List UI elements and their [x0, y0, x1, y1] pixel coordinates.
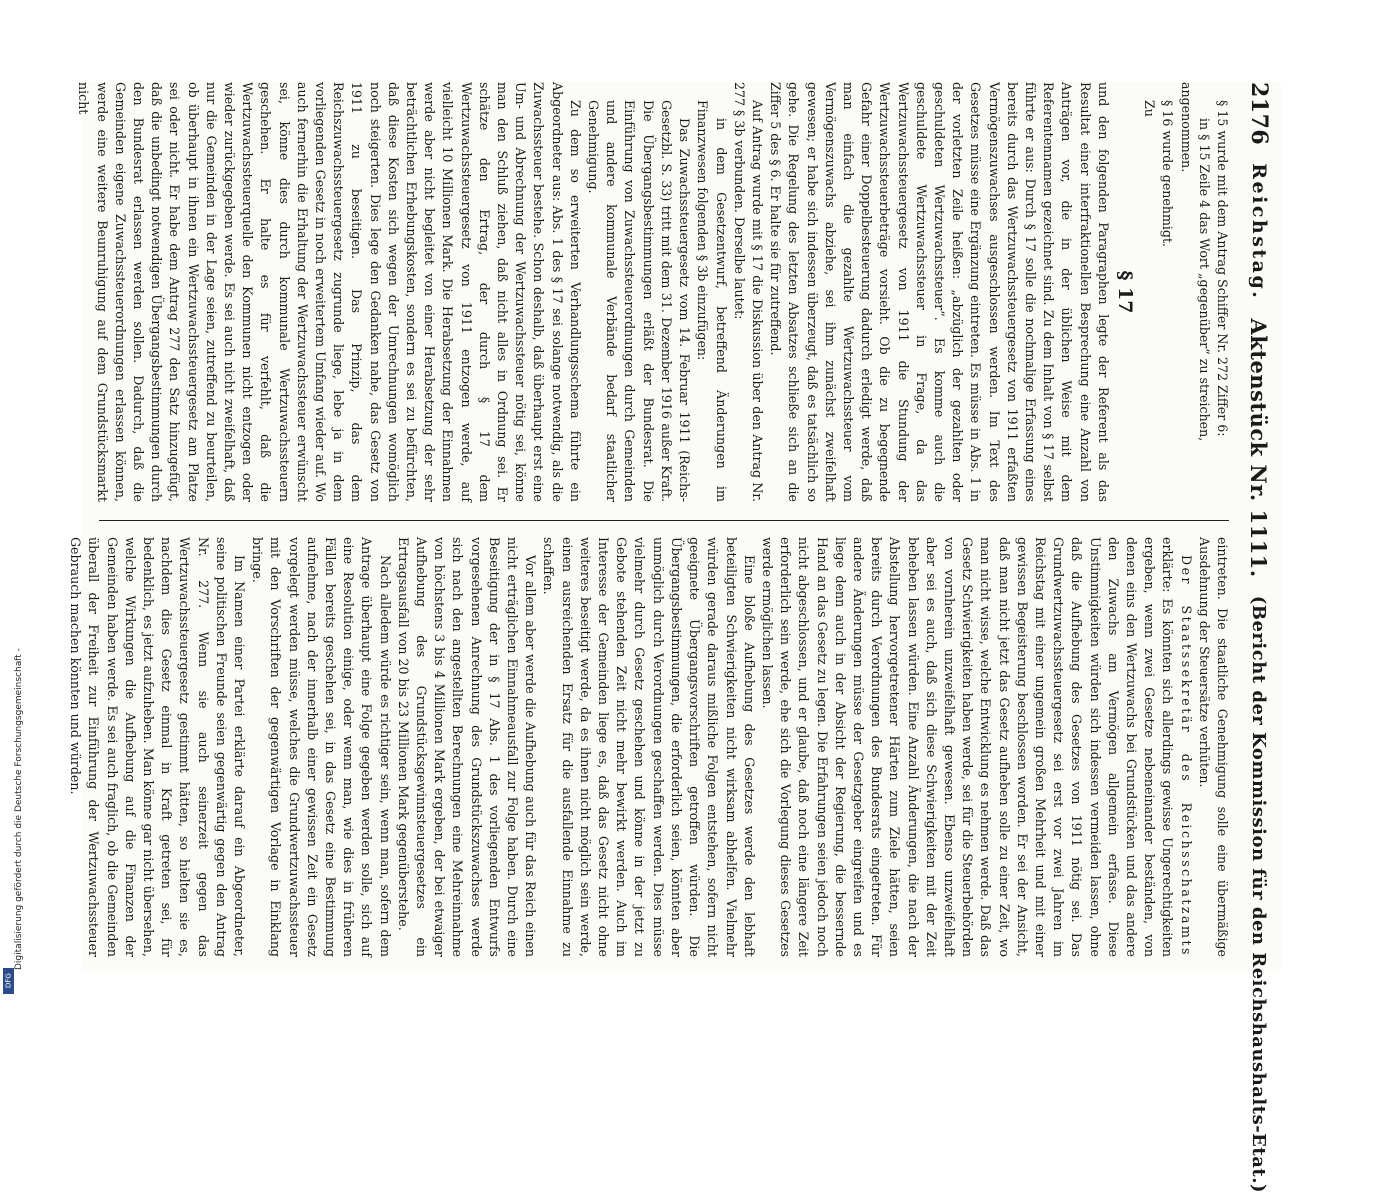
paragraph: angenommen. [1178, 82, 1194, 173]
paragraph: und den folgenden Paragraphen legte der Referent als das Resultat einer interfraktionellen Besprechung eine Anzahl von Anträgen vor, die in der üblichen Weise mit dem Referentennamen gezeichnet sind. Zu dem Inhalt von § 17 selbst führte er aus: Durch § 17 solle die nochmalige Erfassung eines bereits durch das Wertzuwachssteuergesetz von 1911 erfaßten Vermögenszuwachses ausgeschlossen werden. Im Text des Gesetzes müsse eine Ergänzung eintreten. Es müsse in Abs. 1 in der vorletzten Zeile heißen: „abzüglich der gezahlten oder geschuldeten Wertzuwachssteuer“. Es komme auch die geschuldete Wertzuwachssteuer in Frage, da das Wertzuwachssteuergesetz von 1911 die Stundung der Wertzuwachssteuerbeträge vorsieht. Ob die zu begegnende Gefahr einer Doppelbesteuerung dadurch erledigt werde, daß man einfach die gezahlte Wertzuwachssteuer vom Vermögenszuwachs abziehe, sei ihm zunächst zweifelhaft gewesen; er habe sich indessen überzeugt, daß es tatsächlich so gehe. Die Regelung des letzten Absatzes schließe sich an die Ziffer 5 des § 6. Er halte sie für zutreffend. [768, 82, 1111, 502]
section-heading: § 17 [1113, 270, 1136, 314]
header-reichstag: Reichstag. [1248, 163, 1270, 301]
paragraph: § 15 wurde mit dem Antrag Schiffer Nr. 272 Ziffer 6: [1215, 100, 1230, 437]
paragraph: Eine bloße Aufhebung des Gesetzes werde den lebhaft beteiligten Schwierigkeiten nicht wirksam abhelfen. Vielmehr würden gerade daraus mißliche Folgen entstehen, sofern nicht geeignete Übergangsvorschriften getroffen würden. Die Übergangsbestimmungen, die erforderlich seien, könnten aber unmöglich durch Verordnungen geschaffen werden. Dies müsse vielmehr durch Gesetz geschehen und könne in der jetzt zu Gebote stehenden Zeit nicht mehr bewirkt werden. Auch im Interesse der Gemeinden liege es, daß das Gesetz nicht ohne weiteres beseitigt werde, da es ihnen nicht möglich sein werde, einen ausreichenden Ersatz für die ausfallende Einnahme zu schaffen. [541, 537, 757, 957]
paragraph: in § 15 Zeile 4 das Wort „gegenüber“ zu streichen, [1196, 118, 1212, 442]
rotated-page [68, 82, 1281, 1193]
paragraph: in dem Gesetzentwurf, betreffend Änderungen im Finanzwesen folgenden § 3b einzufügen: [695, 100, 729, 502]
paragraph: Nach alledem würde es richtiger sein, wenn man, sofern dem Antrage überhaupt eine Folge gegeben werden solle, sich auf eine Resolution einige, oder wenn man, wie dies in früheren Fällen bereits geschehen sei, in das Gesetz eine Bestimmung aufnehme, nach der innerhalb einer gewissen Zeit ein Gesetz vorgelegt werden müsse, welches die Grundwertzuwachssteuer mit den Vorschriften der gegenwärtigen Vorlage in Einklang bringe. [250, 537, 393, 957]
paragraph-text: erklärte: Es könnten sich allerdings gewisse Ungerechtigkeiten ergeben, wenn zwei Gesetze nebeneinander beständen, von denen eins den Wertzuwachs bei Grundstücken und das andere den Zuwachs am Vermögen allgemein erfasse. Diese Unstimmigkeiten würden sich indessen vermeiden lassen, ohne daß die Aufhebung des Gesetzes von 1911 nötig sei. Das Grundwertzuwachssteuergesetz sei erst vor zwei Jahren im Reichstag mit einer ungemein großen Mehrheit und mit einer gewissen Begeisterung beschlossen worden. Er sei der Ansicht, daß man nicht jetzt das Gesetz aufheben solle zu einer Zeit, wo man nicht wisse, welche Entwicklung es nehmen werde. Daß das Gesetz Schwierigkeiten haben werde, sei für die Steuerbehörden von vornherein unzweifelhaft gewesen. Ebenso unzweifelhaft aber sei es auch, daß sich diese Schwierigkeiten mit der Zeit beheben lassen würden. Eine Anzahl Änderungen, die nach der Abstellung hervorgetretener Härten zum Ziele hätten, seien bereits durch Verordnungen des Bundesrats eingetreten. Für andere Änderungen müsse der Gesetzgeber eingreifen und es liege denn auch in der Absicht der Regierung, die bessernde Hand an das Gesetz zu legen. Die Erfahrungen seien jedoch noch nicht abgeschlossen, und er glaube, daß noch eine längere Zeit erforderlich sein werde, ehe sich die Vorlegung dieses Gesetzes werde ermöglichen lassen. [759, 537, 1176, 957]
digitization-credit: Digitalisierung gefördert durch die Deutsche Forschungsgemeinschaft - [14, 648, 24, 970]
paragraph [758, 537, 1195, 957]
dfg-logo: DFG [3, 968, 14, 994]
paragraph: Vor allem aber werde die Aufhebung auch für das Reich einen nicht erträglichen Einnahmeausfall zur Folge haben. Durch eine Beseitigung der in § 17 Abs. 1 des vorliegenden Entwurfs vorgesehenen Anrechnung des Grundstückszuwachses werde sich nach den angestellten Berechnungen eine Mehreinnahme von höchstens 3 bis 4 Millionen Mark ergeben, der bei etwaiger Aufhebung des Grundstücksgewinnsteuergesetzes ein Ertragsausfall von 20 bis 23 Millionen Mark gegenüberstehe. [395, 537, 539, 957]
left-column [76, 82, 1231, 502]
paragraph: § 16 wurde genehmigt. [1160, 100, 1176, 248]
paragraph: Das Zuwachssteuergesetz vom 14. Februar 1911 (Reichs-Gesetzbl. S. 33) tritt mit dem 31. Dezember 1916 außer Kraft. Die Übergangsbestimmungen erläßt der Bundesrat. Die Einführung von Zuwachssteuerordnungen durch Gemeinden und andere kommunale Verbände bedarf staatlicher Genehmigung. [586, 100, 693, 502]
header-aktenstueck: Aktenstück Nr. 1111. [1246, 318, 1272, 578]
column-divider [99, 520, 1229, 521]
paragraph: eintreten. Die staatliche Genehmigung solle eine übermäßige Ausdehnung der Steuersätze verhüten. [1196, 537, 1230, 957]
speaker-name: Der Staatssekretär des Reichsschatzamts [1178, 555, 1194, 957]
page-number: 2176 [1246, 82, 1272, 146]
page-header [1237, 82, 1281, 1193]
header-bericht: (Bericht der Kommission für den Reichshaushalts-Etat.) [1248, 595, 1270, 1193]
right-column [68, 537, 1231, 957]
paragraph: Zu [1142, 100, 1158, 117]
paragraph: Auf Antrag wurde mit § 17 die Diskussion über den Antrag Nr. 277 § 3b verbunden. Derselbe lautet: [731, 82, 765, 502]
paragraph: Zu dem so erweiterten Verhandlungsschema führte ein Abgeordneter aus: Abs. 1 des § 17 sei solange notwendig, als die Zuwachssteuer bestehe. Schon deshalb, daß überhaupt erst eine Um- und Abrechnung der Wertzuwachssteuer nötig sei, könne man den Schluß ziehen, daß nicht alles in Ordnung sei. Er schätze den Ertrag, der durch § 17 dem Wertzuwachssteuergesetz von 1911 entzogen werde, auf vielleicht 10 Millionen Mark. Die Herabsetzung der Einnahmen werde aber nicht begleitet von einer Herabsetzung der sehr beträchtlichen Erhebungskosten, sondern es sei zu befürchten, daß diese Kosten sich wegen der Umrechnungen womöglich noch steigerten. Dies lege den Gedanken nahe, das Gesetz von 1911 zu beseitigen. Das Prinzip, das dem Reichszuwachssteuergesetz zugrunde liege, lebe ja in dem vorliegenden Gesetz in noch erweitertem Umfang wieder auf. Wo auch fernerhin die Erhaltung der Wertzuwachssteuer erwünscht sei, könne dies durch kommunale Wertzuwachssteuern geschehen. Er halte es für verfehlt, daß die Wertzuwachssteuerquelle den Kommunen nicht entzogen oder wieder zurückgegeben werde. Es sei auch nicht zweifelhaft, daß nur die Gemeinden in der Lage seien, zutreffend zu beurteilen, ob überhaupt in ihnen ein Wertzuwachssteuergesetz am Platze sei oder nicht. Er habe dem Antrag 277 den Satz hinzugefügt, daß die unbedingt notwendigen Übergangsbestimmungen durch den Bundesrat erlassen werden sollen. Dadurch, daß die Gemeinden eigene Zuwachssteuerordnungen erlassen können, werde eine weitere Beunruhigung auf dem Grundstücksmarkt nicht [76, 82, 583, 502]
paragraph: Im Namen einer Partei erklärte darauf ein Abgeordneter, seine politischen Freunde seien gegenwärtig gegen den Antrag Nr. 277. Wenn sie auch seinerzeit gegen das Wertzuwachssteuergesetz gestimmt hätten, so hielten sie es, nachdem dies Gesetz einmal in Kraft getreten sei, für bedenklich, es jetzt aufzuheben. Man könne gar nicht übersehen, welche Wirkungen die Aufhebung auf die Finanzen der Gemeinden haben werde. Es sei auch fraglich, ob die Gemeinden überall der Freiheit zur Einführung der Wertzuwachssteuer Gebrauch machen könnten und würden. [68, 537, 248, 957]
